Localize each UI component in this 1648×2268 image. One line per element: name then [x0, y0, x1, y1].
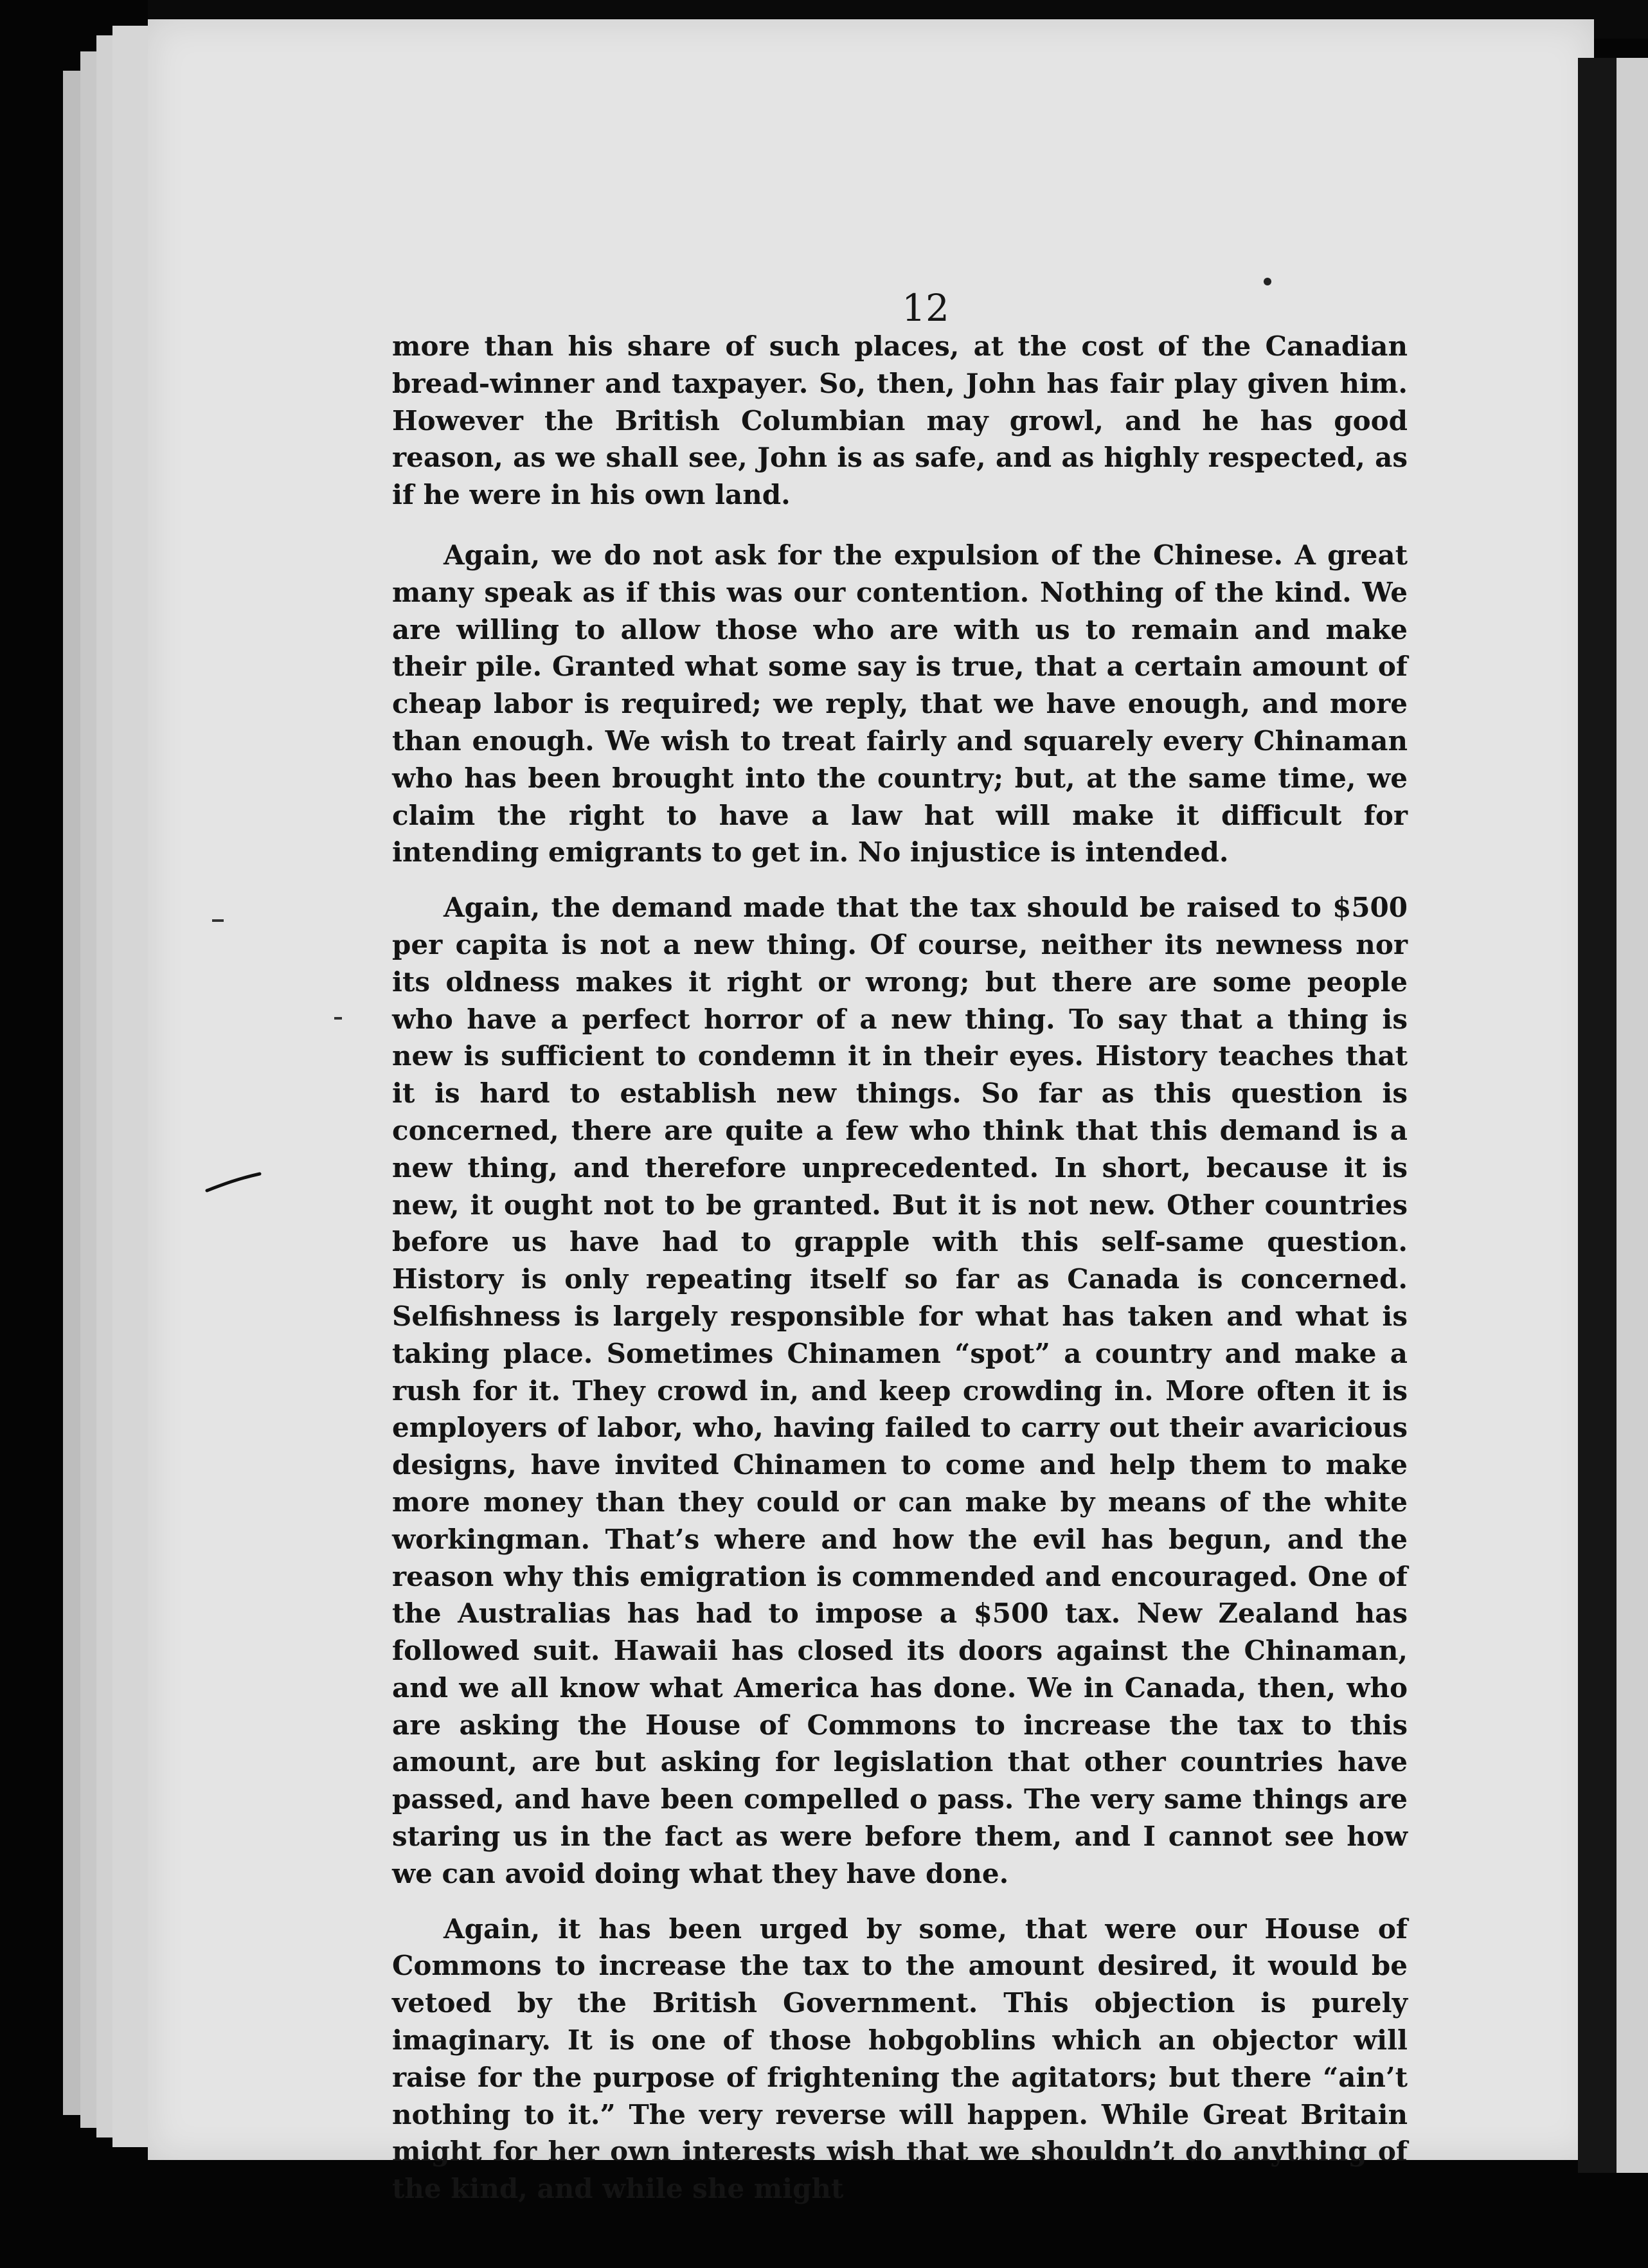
margin-mark	[212, 919, 224, 922]
paragraph: more than his share of such places, at the cost of the Canadian bread-winner and taxpayer. So, then, John has fair play given him. However the British Columbian may growl, and he has good reason, as we shall see, John is as safe, and as highly respected, as if he were in his own land.	[392, 330, 1408, 511]
ink-speck	[1264, 278, 1271, 285]
paragraph: Again, we do not ask for the expulsion of the Chinese. A great many speak as if this was our contention. Nothing of the kind. We are willing to allow those who are with us to remain and make their pile. Granted what some say is true, that a certain amount of cheap labor is required; we reply, that we have enough, and more than enough. We wish to treat fairly and squarely every Chinaman who has been brought into the country; but, at the same time, we claim the right to have a law hat will make it difficult for intending emigrants to get in. No injustice is intended.	[392, 539, 1408, 869]
paragraph: Again, the demand made that the tax should be raised to $500 per capita is not a new thing. Of course, neither its newness nor its oldness makes it right or wrong; but there are some people who have a perfect horror of a new thing. To say that a thing is new is sufficient to condemn it in their eyes. History teaches that it is hard to establish new things. So far as this question is concerned, there are quite a few who think that this demand is a new thing, and therefore unprecedented. In short, because it is new, it ought not to be granted. But it is not new. Other countries before us have had to grapple with this self-same question. History is only repeating itself so far as Canada is concerned. Selfishness is largely responsible for what has taken and what is taking place. Sometimes Chinamen “spot” a country and make a rush for it. They crowd in, and keep crowding in. More often it is employers of labor, who, having failed to carry out their avaricious designs, have invited Chinamen to come and help them to make more money than they could or can make by means of the white workingman. That’s where and how the evil has begun, and the reason why this emigration is commended and encouraged. One of the Australias has had to impose a $500 tax. New Zealand has followed suit. Hawaii has closed its doors against the Chinaman, and we all know what America has done. We in Canada, then, who are asking the House of Commons to increase the tax to this amount, are but asking for legislation that other countries have passed, and have been compelled o pass. The very same things are staring us in the fact as were before them, and I cannot see how we can avoid doing what they have done.	[392, 892, 1408, 1889]
book-binding-shadow	[1578, 58, 1617, 2173]
page-edge	[112, 26, 151, 2147]
page-number: 12	[902, 286, 949, 330]
paragraph: Again, it has been urged by some, that were our House of Commons to increase the tax to the amount desired, it would be vetoed by the British Government. This objection is purely imaginary. It is one of those hobgoblins which an objector will raise for the purpose of frightening the agitators; but there “ain’t nothing to it.” The very reverse will happen. While Great Britain might for her own interests wish that we shouldn’t do anything of the kind, and while she might	[392, 1913, 1408, 2205]
margin-pencil-mark	[204, 1171, 262, 1194]
book-binding-edge	[1617, 58, 1648, 2173]
margin-mark	[334, 1017, 342, 1020]
body-text	[392, 328, 1408, 2208]
